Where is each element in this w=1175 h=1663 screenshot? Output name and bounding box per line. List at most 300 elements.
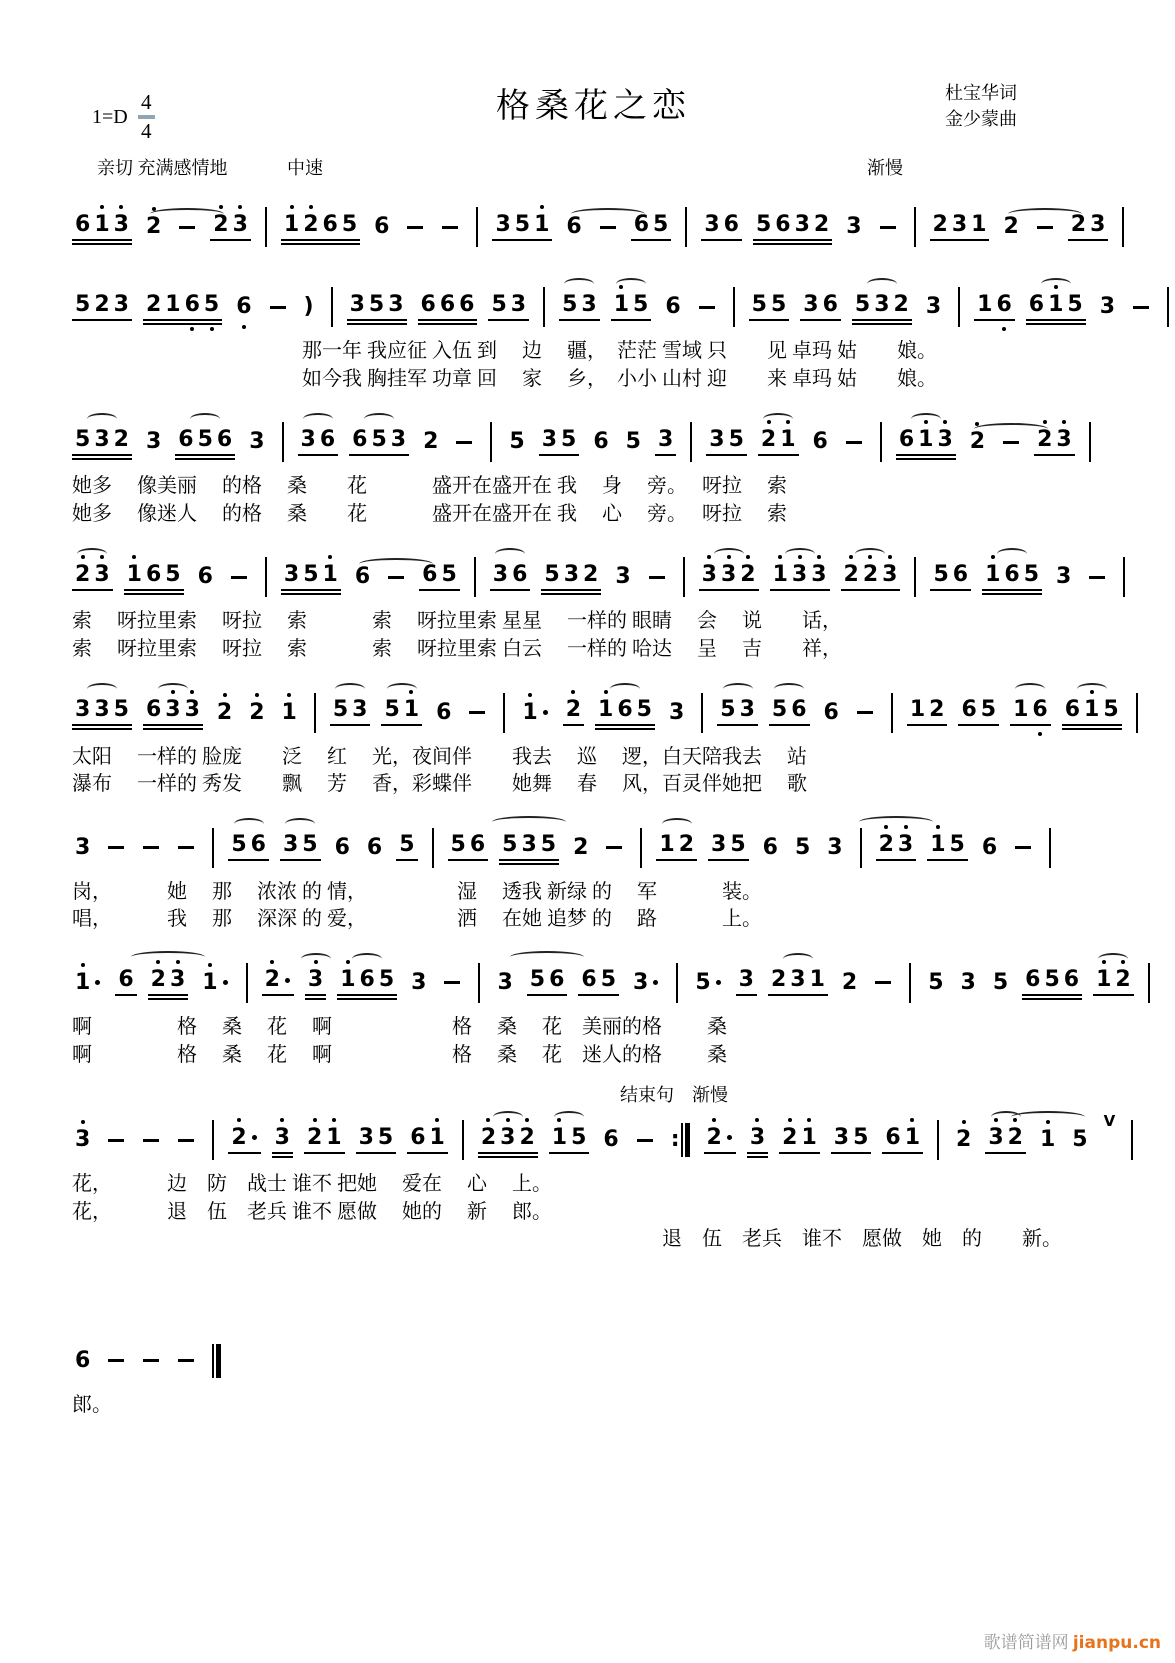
note-digit: 5	[625, 429, 641, 455]
augmentation-dot	[95, 980, 100, 985]
note-digit: 6	[366, 834, 383, 860]
note-digit: 1	[1040, 1129, 1055, 1151]
note-token	[656, 834, 697, 861]
note-token	[452, 441, 476, 444]
octave-dot-above	[1090, 690, 1094, 694]
note-token	[279, 699, 300, 725]
music-system-3	[72, 405, 1115, 528]
octave-dot-above	[119, 205, 123, 209]
note-digit: 3	[283, 561, 300, 587]
octave-dot-above	[707, 555, 711, 559]
note-digit: 2	[893, 291, 909, 317]
note-digit: 6	[581, 967, 597, 993]
note-token	[139, 1139, 163, 1142]
note-digit: 3	[170, 969, 185, 991]
note-digit: 3	[750, 1127, 765, 1149]
note-token	[195, 566, 216, 588]
octave-dot-above	[528, 693, 532, 697]
note-digit: 3	[75, 697, 91, 723]
slur-arc	[495, 548, 525, 560]
octave-dot-above	[807, 1118, 811, 1122]
note-digit: 6	[775, 211, 791, 237]
note-token	[349, 426, 409, 456]
section-label: 结束句 渐慢	[620, 1085, 728, 1106]
note-digit: 3	[300, 426, 316, 452]
note-token	[72, 561, 113, 591]
note-token	[982, 561, 1042, 591]
note-token	[687, 422, 695, 462]
note-token	[175, 226, 199, 229]
note-token	[440, 981, 464, 984]
note-digit: 3	[882, 564, 897, 586]
duration-dash	[179, 226, 195, 229]
note-digit: 6	[359, 967, 375, 993]
note-digit: 5	[371, 426, 387, 452]
note-token	[953, 1129, 974, 1151]
note-digit: 3	[846, 214, 862, 239]
octave-dot-above	[1102, 960, 1106, 964]
note-token	[407, 1124, 448, 1154]
note-token	[459, 1120, 467, 1160]
note-digit: 3	[352, 697, 368, 723]
note-token	[214, 699, 235, 725]
note-digit: 1	[340, 969, 355, 991]
note-digit: 1	[1048, 294, 1063, 316]
note-token	[199, 969, 231, 995]
note-digit: 3	[165, 699, 180, 721]
note-digit: 3	[615, 564, 631, 590]
octave-dot-above	[1121, 960, 1125, 964]
note-digit: 5	[1103, 697, 1119, 723]
barline	[860, 828, 862, 868]
slur-arc	[564, 278, 594, 290]
octave-dot-above	[132, 555, 136, 559]
note-digit: 3	[960, 969, 976, 995]
note-token	[559, 291, 600, 321]
octave-dot-above	[287, 693, 291, 697]
note-digit: 5	[450, 832, 466, 858]
lyric-line: 岗， 她 那 浓浓 的 情， 湿 透我 新绿 的 军 装。	[72, 880, 762, 903]
note-digit: 5	[399, 832, 415, 858]
note-token	[124, 561, 184, 591]
note-digit: 3	[185, 699, 200, 721]
note-digit: 2	[303, 214, 318, 236]
octave-dot-above	[1054, 285, 1058, 289]
note-token	[506, 431, 527, 453]
barline	[1136, 693, 1138, 733]
octave-dot-above	[1062, 420, 1066, 424]
note-digit: 3	[388, 291, 404, 317]
note-token	[842, 441, 866, 444]
note-token	[958, 699, 999, 726]
duration-dash	[649, 576, 665, 579]
note-token	[911, 207, 919, 247]
note-token	[272, 1124, 293, 1154]
note-digit: 5	[949, 832, 965, 858]
note-token	[301, 296, 317, 318]
octave-dot-above	[571, 690, 575, 694]
note-digit: 5	[653, 211, 669, 237]
note-digit: 2	[956, 1129, 971, 1151]
note-digit: 6	[812, 429, 828, 455]
lyric-line: 退 伍 老兵 谁不 愿做 她 的 新。	[662, 1228, 1062, 1251]
barline	[476, 207, 478, 247]
note-digit: 6	[178, 426, 194, 452]
note-token	[779, 1124, 820, 1154]
note-token	[298, 426, 339, 456]
note-digit: 1	[659, 832, 675, 858]
note-digit: 2	[146, 216, 161, 238]
note-digit: 1	[127, 564, 142, 586]
note-digit: 3	[833, 1124, 850, 1150]
slur-arc	[997, 548, 1027, 560]
octave-dot-above	[81, 1120, 85, 1124]
note-token	[448, 834, 489, 861]
note-token	[246, 431, 267, 453]
note-token	[1086, 422, 1094, 462]
note-token	[490, 561, 531, 591]
note-digit: 5	[571, 1124, 587, 1150]
octave-dot-above	[1046, 1120, 1050, 1124]
octave-dot-above	[100, 205, 104, 209]
note-token	[1068, 211, 1109, 241]
note-token	[143, 291, 222, 321]
augmentation-dot	[716, 980, 721, 985]
lyric-line: 她多 像迷人 的格 桑 花 盛开在盛开在 我 心 旁。 呀拉 索	[72, 502, 787, 525]
barline	[891, 693, 893, 733]
note-token	[692, 969, 724, 995]
slur-arc	[234, 818, 264, 830]
breath-mark: V	[1103, 1111, 1116, 1130]
note-digit: 3	[510, 291, 527, 317]
note-token	[330, 699, 371, 726]
ritardando-marking: 渐慢	[867, 158, 903, 178]
note-token	[927, 834, 968, 861]
note-digit: 2	[761, 429, 776, 451]
note-token	[139, 1359, 163, 1362]
note-token	[876, 226, 900, 229]
note-token	[1010, 699, 1051, 726]
header	[72, 78, 1115, 150]
note-digit: 6	[885, 1124, 901, 1150]
note-token	[645, 576, 669, 579]
note-digit: 3	[803, 291, 819, 317]
note-token	[736, 969, 757, 996]
note-digit: 2	[844, 564, 859, 586]
duration-dash	[875, 981, 891, 984]
note-digit: 2	[841, 969, 858, 995]
note-token	[769, 699, 810, 726]
note-token	[1128, 1120, 1136, 1160]
notes-line	[72, 190, 1115, 258]
note-digit: 3	[1099, 294, 1115, 319]
repeat-dots: :	[670, 1127, 680, 1153]
duration-dash	[442, 226, 458, 229]
note-token	[246, 699, 267, 725]
barline	[676, 963, 678, 1003]
barline	[1089, 422, 1091, 462]
note-digit: 6	[981, 834, 998, 860]
note-token	[541, 561, 601, 591]
note-digit: 6	[1063, 967, 1080, 993]
note-digit: 2	[678, 832, 694, 858]
time-signature	[138, 92, 155, 142]
note-digit: 1	[598, 699, 613, 721]
note-token	[72, 426, 132, 456]
note-digit: 1	[801, 1127, 816, 1149]
final-barline	[212, 1344, 221, 1378]
tempo-row	[97, 154, 1115, 180]
note-digit: 6	[334, 834, 350, 860]
note-digit: 5	[197, 426, 213, 452]
slur-arc	[510, 951, 584, 963]
note-digit: 5	[332, 697, 349, 723]
note-token	[600, 1129, 621, 1151]
note-token	[478, 1124, 538, 1154]
barline	[1122, 207, 1124, 247]
octave-dot-above	[994, 1118, 998, 1122]
note-token	[72, 291, 132, 321]
song-title: 格桑花之恋	[496, 88, 691, 125]
augmentation-dot	[653, 980, 658, 985]
duration-dash	[857, 711, 873, 714]
note-digit: 2	[113, 426, 129, 452]
note-digit: 1	[971, 211, 987, 237]
octave-dot-above	[409, 690, 413, 694]
lyric-line: 花， 退 伍 老兵 谁不 愿做 她的 新 郎。	[72, 1200, 552, 1223]
note-token	[228, 1124, 260, 1154]
octave-dot-above	[486, 1118, 490, 1122]
note-token	[708, 834, 749, 861]
note-digit: 6	[723, 211, 739, 237]
barline	[733, 287, 735, 327]
barline	[265, 557, 267, 597]
note-token	[1133, 693, 1141, 733]
note-digit: 5	[1072, 1127, 1088, 1153]
note-token	[955, 287, 963, 327]
note-token	[853, 711, 877, 714]
note-token	[356, 1124, 397, 1154]
note-token	[72, 211, 132, 241]
note-token	[139, 846, 163, 849]
note-digit: 6	[823, 699, 839, 725]
note-digit: 5	[165, 561, 181, 587]
note-digit: 3	[358, 1124, 374, 1150]
note-token	[911, 557, 919, 597]
octave-dot-above	[868, 555, 872, 559]
note-token	[72, 699, 132, 726]
note-digit: 3	[94, 697, 110, 723]
note-token	[882, 1124, 923, 1154]
lyric-line: 花， 边 防 战士 谁不 把她 爱在 心 上。	[72, 1173, 552, 1196]
duration-dash	[699, 306, 715, 309]
close-paren: )	[303, 294, 314, 319]
note-digit: 3	[668, 699, 685, 725]
octave-dot-above	[904, 825, 908, 829]
note-token	[843, 216, 864, 238]
slur-arc	[723, 683, 753, 695]
octave-dot-above	[313, 1118, 317, 1122]
note-token	[420, 431, 441, 453]
slur-arc	[492, 816, 566, 828]
note-digit: 3	[145, 429, 162, 455]
duration-dash	[143, 1359, 159, 1362]
barline	[490, 422, 492, 462]
slur-arc	[87, 683, 117, 695]
note-token	[570, 834, 591, 860]
note-token	[1069, 1129, 1090, 1151]
note-digit: 3	[898, 834, 913, 856]
octave-dot-above	[314, 960, 318, 964]
note-token	[174, 1139, 198, 1142]
note-digit: 2	[249, 702, 264, 724]
duration-dash	[1089, 576, 1105, 579]
note-digit: 6	[469, 832, 486, 858]
note-digit: 3	[1056, 564, 1072, 590]
music-systems	[72, 190, 1131, 1420]
note-digit: 5	[751, 291, 767, 317]
note-digit: 6	[75, 1347, 91, 1373]
note-token	[1022, 969, 1082, 996]
note-token	[1053, 566, 1074, 588]
note-digit: 3	[94, 426, 110, 452]
lyric-line: 郎。	[72, 1393, 112, 1416]
note-token	[1129, 306, 1153, 309]
note-digit: 3	[492, 561, 509, 587]
note-digit: 5	[441, 561, 457, 587]
music-system-2	[72, 270, 1115, 393]
note-digit: 2	[307, 1127, 322, 1149]
note-digit: 5	[502, 832, 518, 858]
note-token	[1164, 287, 1172, 327]
music-system-6	[72, 811, 1115, 934]
note-token	[877, 422, 885, 462]
octave-dot-above	[237, 1118, 241, 1122]
note-digit: 6	[374, 214, 390, 239]
note-token	[1120, 557, 1128, 597]
barline	[212, 1120, 214, 1160]
note-token	[408, 969, 429, 995]
note-token	[262, 969, 294, 996]
barline	[909, 963, 911, 1003]
octave-dot-above	[727, 555, 731, 559]
note-token	[174, 1359, 198, 1362]
note-token	[488, 291, 529, 321]
note-token	[540, 287, 548, 327]
note-digit: 5	[514, 211, 531, 237]
credits	[945, 80, 1017, 132]
barline	[314, 693, 316, 733]
note-token	[611, 291, 652, 321]
barline	[265, 207, 267, 247]
note-digit: 3	[794, 211, 810, 237]
note-token	[364, 834, 385, 860]
note-digit: 1	[1084, 699, 1099, 721]
note-token	[396, 834, 417, 861]
note-token	[974, 291, 1015, 321]
site-domain-link[interactable]: jianpu.cn	[1072, 1633, 1161, 1653]
octave-dot-above	[910, 1118, 914, 1122]
note-digit: 3	[581, 291, 597, 317]
note-token	[852, 291, 912, 321]
octave-dot-above	[778, 555, 782, 559]
octave-dot-above	[746, 555, 750, 559]
octave-dot-above	[786, 420, 790, 424]
note-digit: 1	[552, 1127, 567, 1149]
octave-dot-above	[219, 205, 223, 209]
augmentation-dot	[252, 1135, 257, 1140]
note-token	[810, 431, 831, 453]
note-token	[999, 441, 1023, 444]
note-digit: 3	[988, 1127, 1003, 1149]
note-digit: 5	[730, 832, 746, 858]
octave-dot-below	[242, 325, 246, 329]
note-digit: 5	[755, 211, 772, 237]
octave-dot-above	[884, 825, 888, 829]
note-digit: 5	[509, 429, 525, 455]
octave-dot-above	[435, 1118, 439, 1122]
barline	[685, 207, 687, 247]
duration-dash	[143, 1139, 159, 1142]
lyric-line: 唱， 我 那 深深 的 爱， 洒 在她 追梦 的 路 上。	[72, 908, 762, 931]
note-digit: 3	[811, 564, 826, 586]
note-token	[104, 1139, 128, 1142]
slur-arc	[610, 683, 640, 695]
tempo-marking: 中速	[287, 158, 323, 178]
octave-dot-above	[270, 960, 274, 964]
note-token	[262, 207, 270, 247]
note-token	[979, 834, 1000, 860]
note-token	[930, 211, 990, 241]
note-digit: 3	[75, 834, 91, 860]
note-token	[655, 426, 676, 456]
note-token	[1145, 963, 1153, 1003]
note-digit: 6	[410, 1124, 426, 1150]
note-token	[673, 963, 681, 1003]
note-digit: 3	[390, 426, 407, 452]
note-digit: 1	[780, 429, 795, 451]
note-digit: 2	[770, 967, 787, 993]
note-digit: 3	[308, 969, 323, 991]
note-digit: 5	[600, 967, 616, 993]
note-token	[595, 699, 655, 726]
octave-dot-above	[156, 960, 160, 964]
note-digit: 2	[566, 699, 581, 721]
note-token	[1085, 576, 1109, 579]
note-digit: 5	[75, 426, 91, 452]
note-digit: 5	[562, 291, 578, 317]
note-token	[148, 969, 189, 996]
note-digit: 6	[118, 967, 134, 993]
octave-dot-below	[1038, 732, 1042, 736]
note-digit: 3	[827, 834, 843, 860]
octave-dot-above	[171, 690, 175, 694]
note-token	[262, 557, 270, 597]
notes-line	[72, 540, 1115, 608]
note-digit: 3	[739, 697, 755, 723]
note-digit: 3	[114, 214, 129, 236]
slur-arc	[867, 278, 897, 290]
barline	[462, 1120, 464, 1160]
note-token	[668, 1123, 693, 1157]
slur-arc	[859, 816, 933, 828]
note-token	[174, 846, 198, 849]
note-digit: 5	[368, 291, 385, 317]
note-digit: 6	[354, 564, 371, 590]
note-digit: 3	[541, 426, 557, 452]
barline	[246, 963, 248, 1003]
augmentation-dot	[223, 980, 228, 985]
